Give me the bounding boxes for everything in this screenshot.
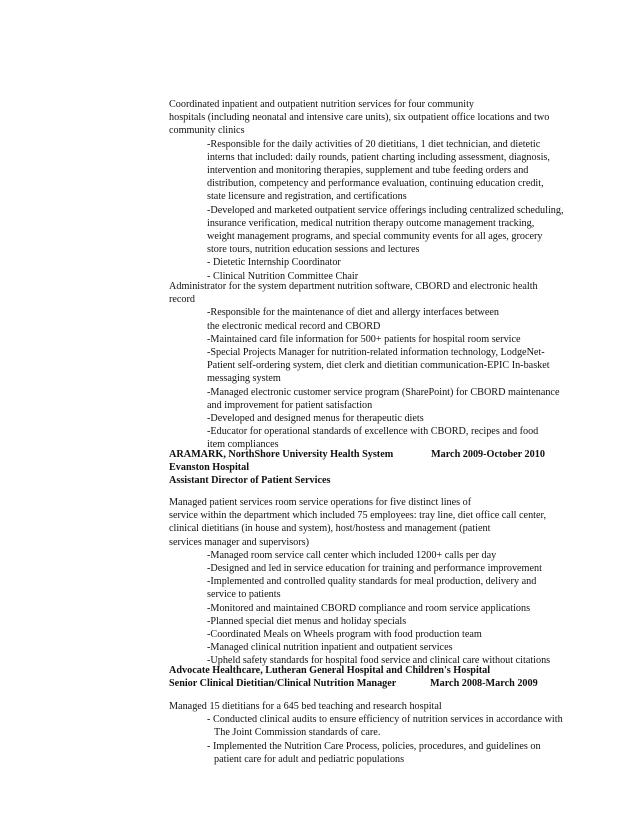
employer-name: ARAMARK, NorthShore University Health System bbox=[169, 449, 394, 460]
bullet-line: -Upheld safety standards for hospital food service and clinical care without citations bbox=[207, 655, 551, 667]
bullet-line: interns that included: daily rounds, patient charting including assessment, diagnosis, bbox=[207, 151, 550, 163]
bullet-line: -Responsible for the maintenance of diet and allergy interfaces between bbox=[207, 307, 500, 319]
software-admin-section bbox=[169, 280, 589, 452]
intro-line: Managed patient services room service operations for five distinct lines of bbox=[169, 497, 472, 508]
advocate-job-body bbox=[169, 700, 589, 766]
bullet-line: -Managed electronic customer service program (SharePoint) for CBORD maintenance bbox=[207, 386, 560, 398]
aramark-job-body bbox=[169, 496, 589, 668]
intro-line: hospitals (including neonatal and intensive care units), six outpatient office locations and two bbox=[169, 112, 550, 124]
bullet-line: -Managed room service call center which included 1200+ calls per day bbox=[207, 549, 497, 561]
job-title: Senior Clinical Dietitian/Clinical Nutrition Manager bbox=[169, 678, 397, 690]
bullet-line: service to patients bbox=[207, 589, 281, 601]
bullet-line: -Educator for operational standards of excellence with CBORD, recipes and food bbox=[207, 426, 539, 438]
bullet-line: state licensure and registration, and certifications bbox=[207, 191, 407, 203]
bullet-line: -Developed and designed menus for therapeutic diets bbox=[207, 413, 424, 425]
bullet-line: - Dietetic Internship Coordinator bbox=[207, 257, 341, 269]
intro-line: clinical dietitians (in house and system), host/hostess and management (patient bbox=[169, 523, 491, 535]
bullet-line: -Monitored and maintained CBORD compliance and room service applications bbox=[207, 602, 531, 614]
bullet-line: -Planned special diet menus and holiday specials bbox=[207, 615, 407, 627]
bullet-line: -Managed clinical nutrition inpatient and outpatient services bbox=[207, 642, 453, 654]
bullet-line: weight management programs, and special community events for all ages, grocery bbox=[207, 231, 543, 243]
intro-line: record bbox=[169, 294, 196, 306]
bullet-line: item compliances bbox=[207, 439, 279, 451]
employer-name: Advocate Healthcare, Lutheran General Hospital and Children's Hospital bbox=[169, 665, 491, 676]
bullet-line: store tours, nutrition education sessions and lectures bbox=[207, 244, 420, 256]
job-title: Assistant Director of Patient Services bbox=[169, 475, 331, 487]
intro-line: service within the department which included 75 employees: tray line, diet office call center, bbox=[169, 510, 547, 522]
bullet-line: intervention and monitoring therapies, supplement and tube feeding orders and bbox=[207, 165, 529, 177]
employment-dates: March 2008-March 2009 bbox=[430, 678, 538, 690]
advocate-job-header bbox=[169, 664, 589, 690]
intro-line: community clinics bbox=[169, 125, 245, 137]
employment-dates: March 2009-October 2010 bbox=[431, 449, 545, 460]
intro-line: Administrator for the system department nutrition software, CBORD and electronic health bbox=[169, 281, 538, 292]
bullet-line: -Special Projects Manager for nutrition-related information technology, LodgeNet- bbox=[207, 347, 545, 359]
hospital-name: Evanston Hospital bbox=[169, 462, 250, 474]
bullet-line: patient care for adult and pediatric populations bbox=[214, 753, 405, 765]
bullet-line: -Maintained card file information for 500+ patients for hospital room service bbox=[207, 333, 521, 345]
bullet-line: - Clinical Nutrition Committee Chair bbox=[207, 270, 359, 282]
bullet-line: -Designed and led in service education for training and performance improvement bbox=[207, 563, 542, 575]
bullet-line: and improvement for patient satisfaction bbox=[207, 399, 373, 411]
bullet-line: - Conducted clinical audits to ensure efficiency of nutrition services in accordance with bbox=[207, 714, 563, 726]
aramark-job-header bbox=[169, 448, 589, 488]
bullet-line: messaging system bbox=[207, 373, 281, 385]
bullet-line: - Implemented the Nutrition Care Process, policies, procedures, and guidelines on bbox=[207, 740, 541, 752]
bullet-line: the electronic medical record and CBORD bbox=[207, 320, 381, 332]
bullet-line: Patient self-ordering system, diet clerk and dietitian communication-EPIC In-basket bbox=[207, 360, 550, 372]
bullet-line: -Implemented and controlled quality standards for meal production, delivery and bbox=[207, 576, 537, 588]
nutrition-services-section bbox=[169, 98, 589, 283]
bullet-line: -Responsible for the daily activities of 20 dietitians, 1 diet technician, and dietetic bbox=[207, 138, 541, 150]
bullet-line: The Joint Commission standards of care. bbox=[214, 727, 381, 739]
intro-line: services manager and supervisors) bbox=[169, 536, 310, 548]
bullet-line: -Developed and marketed outpatient service offerings including centralized scheduling, bbox=[207, 204, 564, 216]
bullet-line: insurance verification, medical nutrition therapy outcome management tracking, bbox=[207, 217, 535, 229]
bullet-line: -Coordinated Meals on Wheels program with food production team bbox=[207, 629, 482, 641]
intro-line: Coordinated inpatient and outpatient nutrition services for four community bbox=[169, 99, 474, 110]
intro-line: Managed 15 dietitians for a 645 bed teaching and research hospital bbox=[169, 701, 442, 712]
bullet-line: distribution, competency and performance evaluation, continuing education credit, bbox=[207, 178, 544, 190]
